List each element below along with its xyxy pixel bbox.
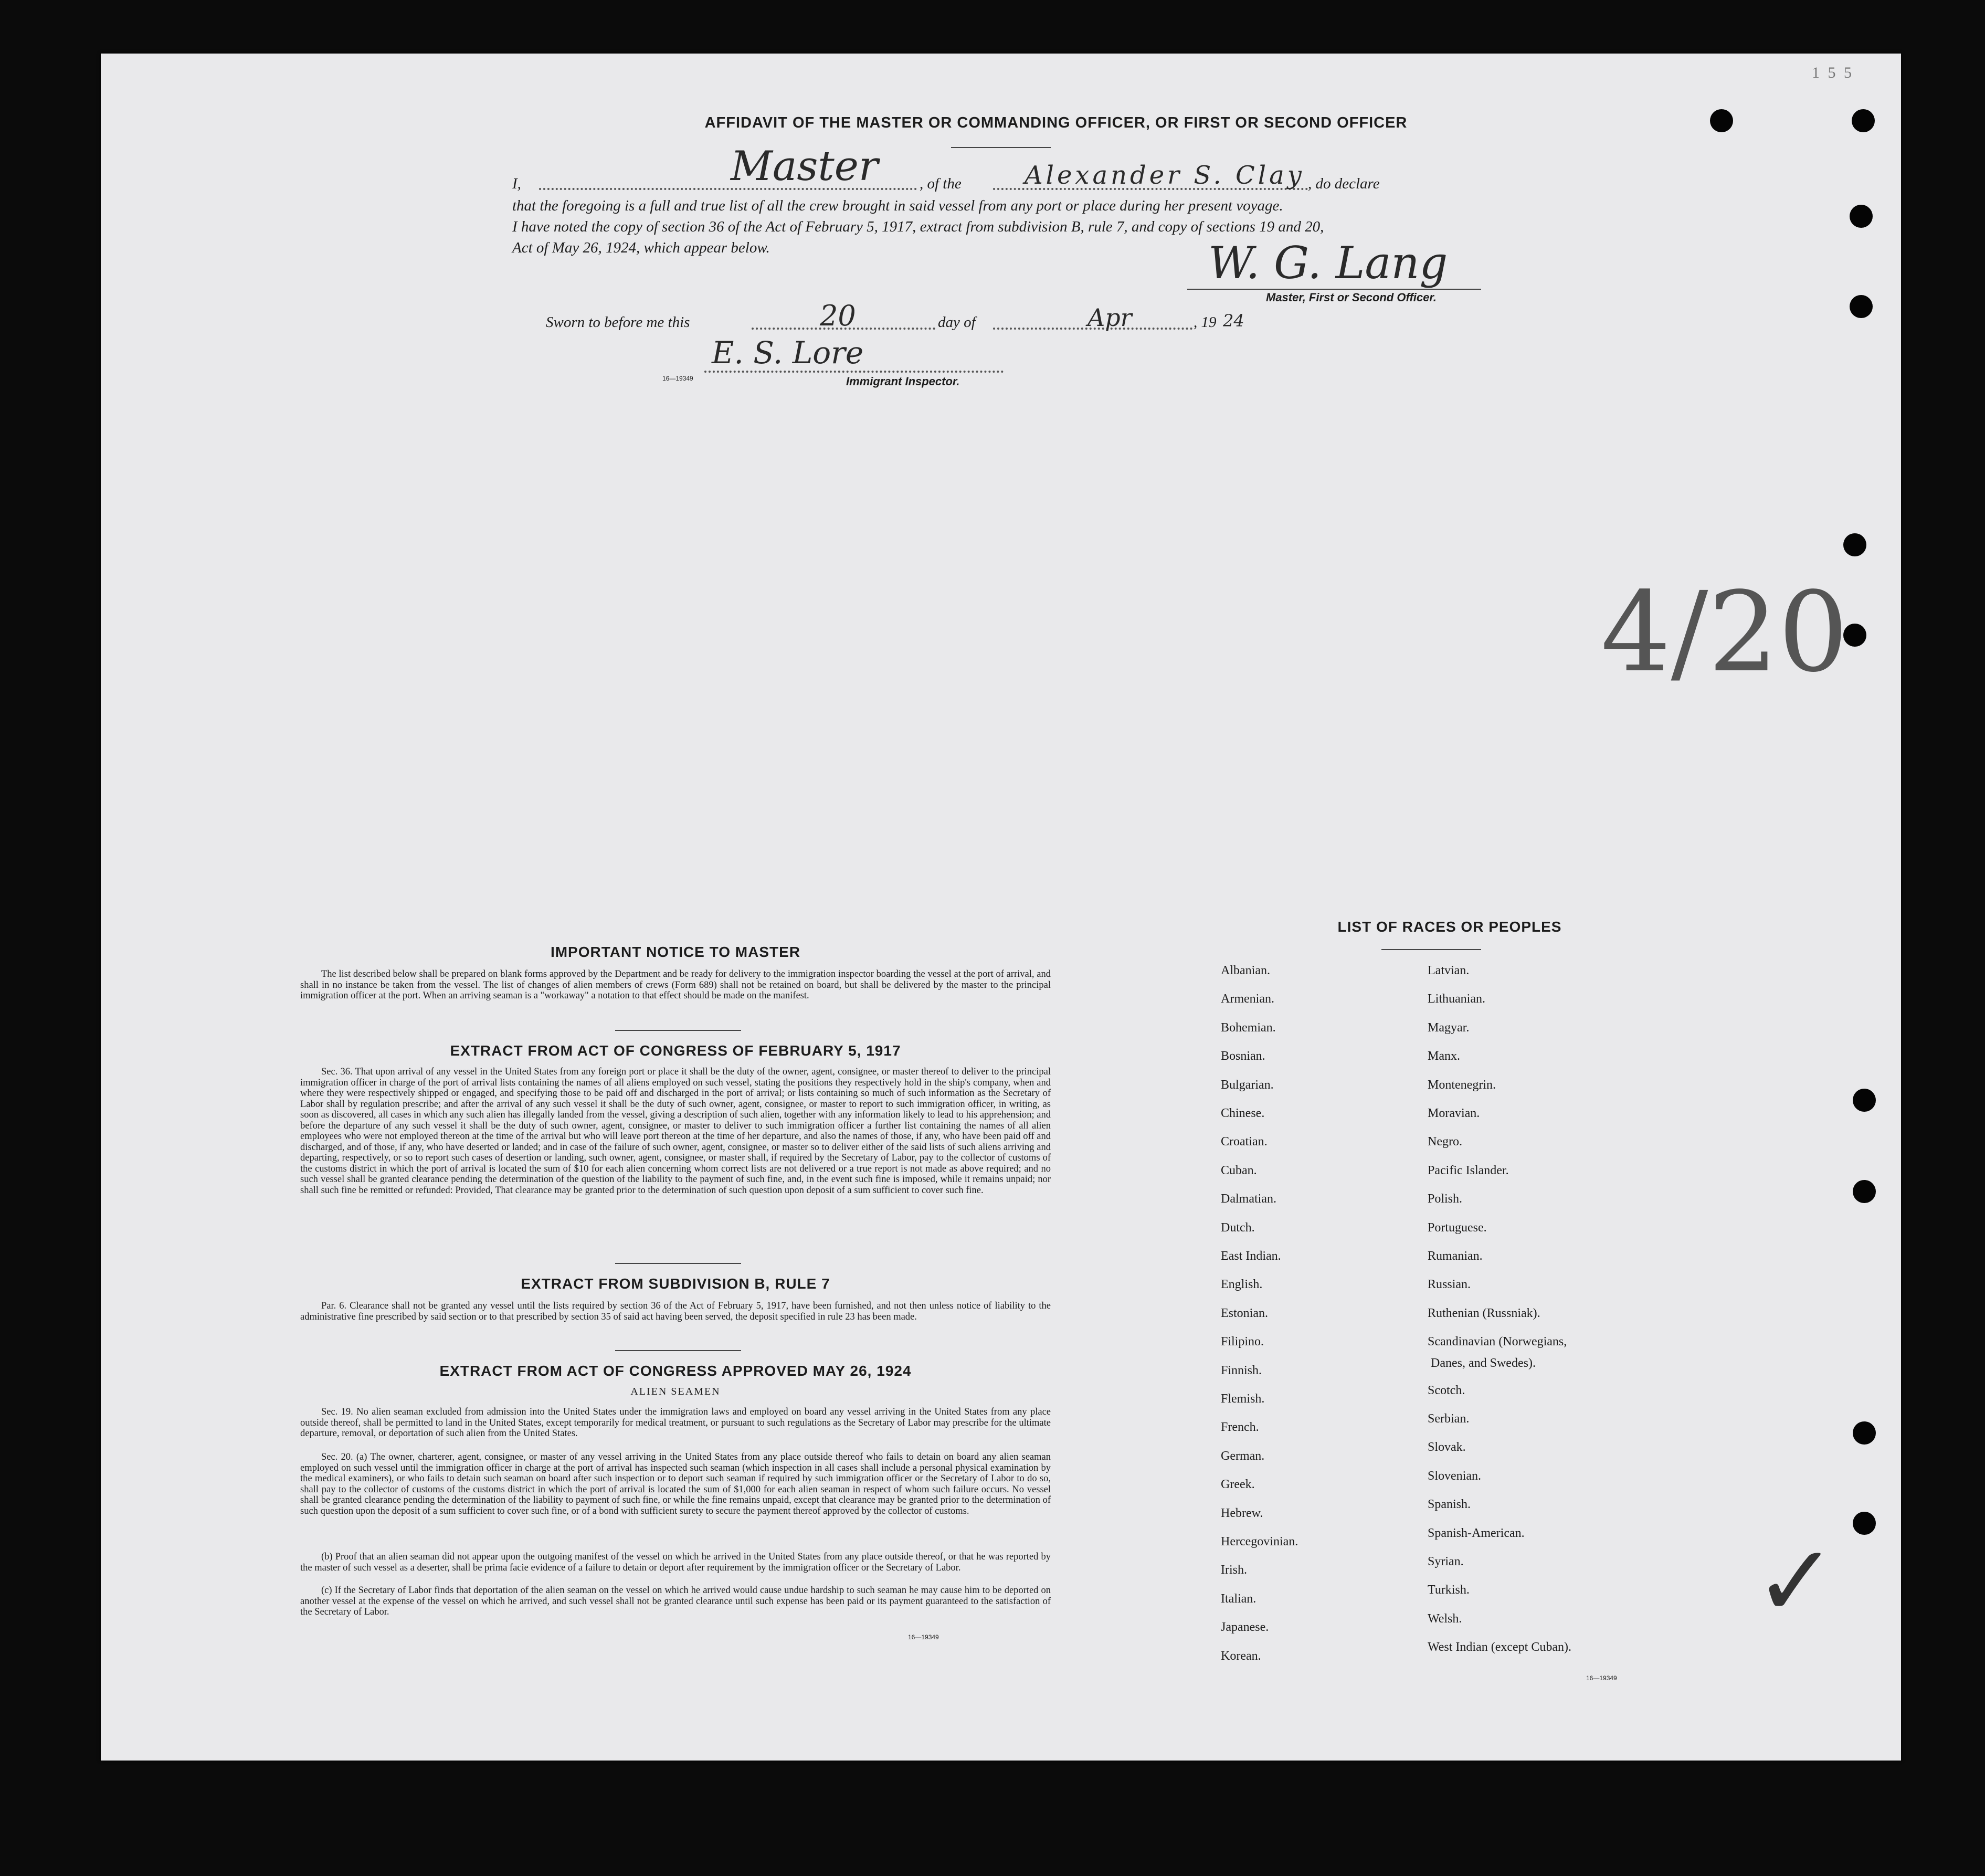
race-item: Dalmatian. [1221,1192,1276,1206]
race-item: Greek. [1221,1478,1255,1492]
act1917-heading: EXTRACT FROM ACT OF CONGRESS OF FEBRUARY 5, 1917 [450,1042,901,1059]
race-item: Serbian. [1428,1412,1470,1426]
act1924-form-number: 16—19349 [908,1633,939,1641]
do-declare-label: , do declare [1308,175,1380,192]
act1924-sec19: Sec. 19. No alien seaman excluded from admission into the United States under the immigration laws and employed on board any vessel arriving in the United States from any place outside thereof, shall be permitted to land in the United States, except temporarily for medical treatment, or pursuant to such regulations as the Secretary of Labor may prescribe for the ultimate departure, removal, or deportation of such alien from the United States. [300,1407,1051,1439]
act1924-sec20c: (c) If the Secretary of Labor finds that deportation of the alien seaman on the vessel on which he arrived would cause undue hardship to such seaman he may cause him to be deported on another vessel at the expense of the vessel on which he arrived, and such vessel shall not be granted clearance until such expense has been paid or its payment guaranteed to the satisfaction of the Secretary of Labor. [300,1585,1051,1617]
race-item: East Indian. [1221,1249,1281,1263]
punch-hole [1850,205,1873,228]
race-item: Filipino. [1221,1335,1264,1349]
inspector-caption: Immigrant Inspector. [846,375,960,388]
race-item: Negro. [1428,1135,1462,1149]
race-item: Korean. [1221,1649,1261,1663]
punch-hole [1850,295,1873,318]
race-item: Rumanian. [1428,1249,1483,1263]
check-annotation: ✓ [1754,1523,1838,1639]
day-handwriting: 20 [820,299,856,332]
affidavit-body-line3: Act of May 26, 1924, which appear below. [512,239,770,256]
name-handwriting: Master [731,143,879,190]
affidavit-form-number: 16—19349 [662,375,693,382]
race-item: Finnish. [1221,1363,1262,1377]
of-the-label: , of the [920,175,962,192]
punch-hole [1853,1512,1876,1535]
inspector-line [704,371,1004,373]
sworn-label: Sworn to before me this [546,314,690,331]
affidavit-declaration [512,175,521,193]
divider [615,1350,741,1351]
corner-stamp: 1 5 5 [1812,64,1854,81]
title-underline [951,147,1051,148]
race-item: Estonian. [1221,1306,1268,1320]
race-item: Croatian. [1221,1135,1268,1149]
punch-hole [1852,109,1875,132]
act1924-heading: EXTRACT FROM ACT OF CONGRESS APPROVED MAY 26, 1924 [439,1363,912,1379]
punch-hole [1853,1180,1876,1203]
punch-hole [1710,109,1733,132]
race-item: Spanish. [1428,1498,1471,1512]
signature-line [1187,289,1481,290]
rule7-heading: EXTRACT FROM SUBDIVISION B, RULE 7 [521,1276,830,1292]
act1917-text: Sec. 36. That upon arrival of any vessel in the United States from any foreign port or place it shall be the duty of the owner, agent, consignee, or master thereof to deliver to the principal immigration officer in charge of the port of arrival lists containing the names of all aliens employed on such vessel, stating the positions they respectively hold in the ship's company, when and where they were respectively shipped or engaged, and specifying those to be paid off and discharged in the port of arrival; or lists containing so much of such information as the Secretary of Labor shall by regulation prescribe; and after the arrival of any such vessel it shall be the duty of such owner, agent, consignee, or master to report to such immigration officer, in writing, as soon as discovered, all cases in which any such alien has illegally landed from the vessel, giving a description of such alien, together with any information likely to lead to his apprehension; and before the departure of any such vessel it shall be the duty of such owner, agent, consignee, or master to deliver to such immigration officer a further list containing the names of all alien employees who were not employed thereon at the time of the arrival but who will leave port thereon at the time of her departure, and also the names of those, if any, who have been paid off and discharged, and of those, if any, who have deserted or landed; and in case of the failure of such owner, agent, consignee, or master so to deliver either of the said lists of such aliens arriving and departing, respectively, or so to report such cases of desertion or landing, such owner, agent, consignee, or master shall, if required by the Secretary of Labor, pay to the collector of customs of the customs district in which the port of arrival is located the sum of $10 for each alien concerning whom correct lists are not delivered or a true report is not made as above required; and no such vessel shall be granted clearance pending the determination of the question of the liability to the payment of such fine, and, in the event such fine is imposed, while it remains unpaid; nor shall such fine be remitted or refunded: Provided, That clearance may be granted prior to the determination of such question upon deposit of a sum sufficient to cover such fine. [300,1067,1051,1196]
race-item: Hercegovinian. [1221,1535,1298,1548]
races-heading: LIST OF RACES OR PEOPLES [1337,919,1562,935]
act1924-sec20b: (b) Proof that an alien seaman did not appear upon the outgoing manifest of the vessel on which he arrived in the United States from any place outside thereof, or that he was reported by the master of such vessel as a deserter, shall be prima facie evidence of a failure to detain or deport after requirement by the immigration officer or the Secretary of Labor. [300,1552,1051,1573]
race-item-continuation: Danes, and Swedes). [1431,1356,1536,1370]
race-item: Turkish. [1428,1583,1470,1597]
affidavit-body-line1: that the foregoing is a full and true list of all the crew brought in said vessel from any port or place during her present voyage. [512,197,1283,214]
punch-hole [1843,533,1866,556]
day-of-label: day of [938,314,976,331]
race-item: German. [1221,1449,1265,1463]
affidavit-title: AFFIDAVIT OF THE MASTER OR COMMANDING OFFICER, OR FIRST OR SECOND OFFICER [704,114,1408,131]
race-item: Albanian. [1221,964,1270,977]
race-item: Moravian. [1428,1106,1480,1120]
affidavit-body-line2: I have noted the copy of section 36 of the Act of February 5, 1917, extract from subdivision B, rule 7, and copy of sections 19 and 20, [512,218,1324,235]
race-item: Flemish. [1221,1392,1265,1406]
act1924-subheading: ALIEN SEAMEN [630,1386,721,1397]
race-item: Armenian. [1221,992,1274,1006]
race-item: Bohemian. [1221,1020,1276,1035]
race-item: French. [1221,1420,1259,1435]
signature-handwriting: W. G. Lang [1208,237,1448,289]
inspector-handwriting: E. S. Lore [712,335,864,371]
races-form-number: 16—19349 [1586,1674,1617,1682]
race-item: Slovenian. [1428,1469,1481,1483]
divider [1381,949,1481,950]
rule7-text: Par. 6. Clearance shall not be granted any vessel until the lists required by section 36 of the Act of February 5, 1917, have been furnished, and not then unless notice of liability to the administrative fine prescribed by said section or to that prescribed by section 35 of said act having been served, the deposit specified in rule 23 has been made. [300,1301,1051,1322]
punch-hole [1853,1089,1876,1112]
race-item: Bosnian. [1221,1049,1265,1063]
race-item: Scotch. [1428,1383,1465,1397]
race-item: Irish. [1221,1563,1247,1577]
race-item: Italian. [1221,1592,1257,1606]
race-item: Cuban. [1221,1163,1257,1177]
vessel-handwriting: Alexander S. Clay [1025,161,1305,190]
signature-caption: Master, First or Second Officer. [1266,291,1437,304]
race-item: Magyar. [1428,1020,1470,1035]
race-item: Welsh. [1428,1611,1462,1626]
month-handwriting: Apr [1087,303,1132,332]
race-item: Montenegrin. [1428,1078,1496,1092]
race-item: Chinese. [1221,1106,1265,1120]
race-item: Pacific Islander. [1428,1163,1509,1177]
year-handwriting: 24 [1223,311,1244,331]
race-item: Russian. [1428,1278,1471,1292]
race-item: Manx. [1428,1049,1460,1063]
race-item: Spanish-American. [1428,1526,1525,1540]
race-item: Slovak. [1428,1440,1466,1455]
race-item: Lithuanian. [1428,992,1485,1006]
race-item: Portuguese. [1428,1220,1487,1235]
race-item: Japanese. [1221,1620,1269,1635]
punch-hole [1853,1421,1876,1445]
race-item: Ruthenian (Russniak). [1428,1306,1540,1320]
divider [615,1030,741,1031]
pronoun: I, [512,175,521,192]
race-item: Bulgarian. [1221,1078,1274,1092]
race-item: Hebrew. [1221,1506,1263,1520]
race-item: Scandinavian (Norwegians, [1428,1335,1567,1349]
race-item: Latvian. [1428,964,1470,977]
race-item: English. [1221,1278,1263,1292]
notice-text: The list described below shall be prepared on blank forms approved by the Department and be ready for delivery to the immigration inspector boarding the vessel at the port of arrival, and shall in no instance be taken from the vessel. The list of changes of alien members of crews (Form 689) shall not be retained on board, but shall be delivered by the master to the principal immigration officer at the port. When an arriving seaman is a "workaway" a notation to that effect should be made on the manifest. [300,969,1051,1001]
notice-heading: IMPORTANT NOTICE TO MASTER [550,944,801,960]
race-item: Dutch. [1221,1220,1255,1235]
year-label: , 19 [1194,314,1217,331]
act1924-sec20a: Sec. 20. (a) The owner, charterer, agent, consignee, or master of any vessel arriving in the United States from any place outside thereof who fails to detain on board any alien seaman employed on such vessel until the immigration officer in charge at the port of arrival has inspected such seaman (which inspection in all cases shall include a personal physical examination by the medical examiners), or who fails to detain such seaman on board after such inspection or to deport such seaman if required by such immigration officer or the Secretary of Labor to do so, shall pay to the collector of customs of the customs district in which the port of arrival is located the sum of $1,000 for each alien seaman in respect of whom such failure occurs. No vessel shall be granted clearance pending the determination of the liability to payment of such fine, or while the fine remains unpaid, except that clearance may be granted prior to the determination of such question upon the deposit of a sum sufficient to cover such fine, or of a bond with sufficient surety to secure the payment thereof approved by the collector of customs. [300,1452,1051,1516]
race-item: Polish. [1428,1192,1463,1206]
divider [615,1263,741,1264]
fraction-annotation: 4/20 [1601,568,1849,697]
race-item: Syrian. [1428,1555,1464,1568]
race-item: West Indian (except Cuban). [1428,1640,1571,1654]
document-page [101,54,1901,1761]
